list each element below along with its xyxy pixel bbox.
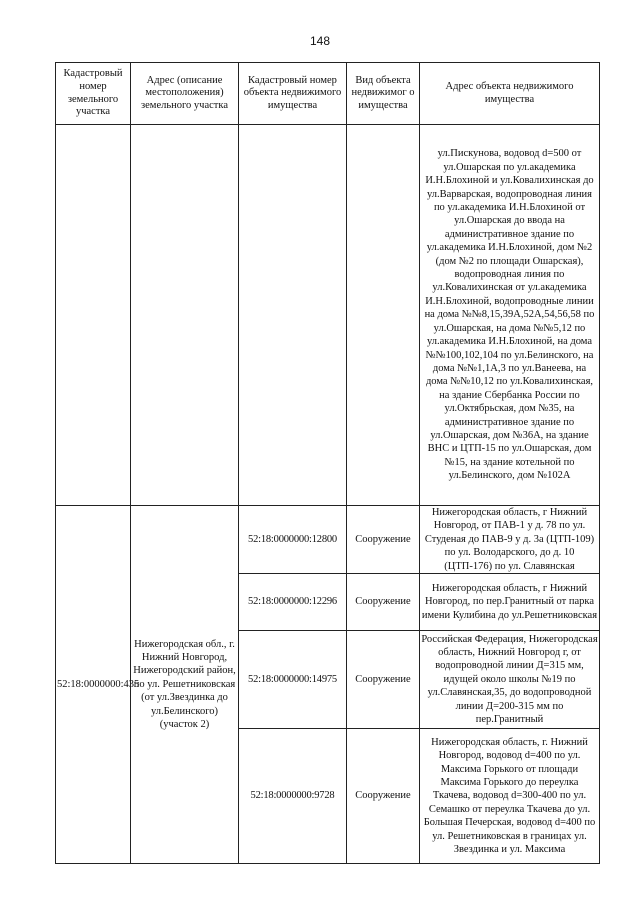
object-type: Сооружение (347, 506, 420, 574)
header-row (56, 63, 600, 125)
object-cadastral-number: 52:18:0000000:12800 (239, 506, 347, 574)
object-address: Нижегородская область, г Нижний Новгород, по пер.Гранитный от парка имени Кулибина до ул.Решетниковская (420, 574, 600, 631)
empty-cell (56, 125, 131, 506)
empty-cell (347, 125, 420, 506)
continuation-row (56, 125, 600, 506)
table-row (56, 506, 600, 574)
property-table (55, 62, 600, 864)
header-land-address: Адрес (описание местоположения) земельного участка (131, 63, 239, 125)
object-cadastral-number: 52:18:0000000:14975 (239, 631, 347, 729)
object-address: Российская Федерация, Нижегородская область, Нижний Новгород г, от водопроводной линии Д=315 мм, идущей около школы №19 по ул.Славянская,35, до водопроводной линии Д=200-315 мм по пер.Гранитный (420, 631, 600, 729)
empty-cell (131, 125, 239, 506)
object-cadastral-number: 52:18:0000000:12296 (239, 574, 347, 631)
object-type: Сооружение (347, 729, 420, 864)
page-number: 148 (309, 34, 331, 48)
empty-cell (239, 125, 347, 506)
header-object-cadastral: Кадастровый номер объекта недвижимого имущества (239, 63, 347, 125)
header-object-address: Адрес объекта недвижимого имущества (420, 63, 600, 125)
continuation-object-address: ул.Пискунова, водовод d=500 от ул.Ошарская по ул.академика И.Н.Блохиной и ул.Ковалихинская до ул.Варварская, водопроводная линия по ул.академика И.Н.Блохиной от ул.Ошарская до ввода на административное здание по ул.академика И.Н.Блохиной, дом №2 (дом №2 по площади Ошарская), водопроводная линия по ул.Ковалихинская от ул.академика И.Н.Блохиной, водопроводные линии на дома №№8,15,39А,52А,54,56,58 по ул.Ошарская, на дома №№5,12 по ул.академика И.Н.Блохиной, на дома №№100,102,104 по ул.Белинского, на дома №№1,1А,3 по ул.Ванеева, на дома №№10,12 по ул.Ковалихинская, на здание Сбербанка России по ул.Октябрьская, дом №35, на административное здание по ул.Ошарская, дом №36А, на здание ВНС и ЦТП-15 по ул.Ошарская, дом №15, на здание котельной по ул.Белинского, дом №102А (420, 125, 600, 506)
object-type: Сооружение (347, 631, 420, 729)
object-address: Нижегородская область, г Нижний Новгород, от ПАВ-1 у д. 78 по ул. Студеная до ПАВ-9 у д. 3а (ЦТП-109) по ул. Володарского, до д. 10 (ЦТП-176) по ул. Славянская (420, 506, 600, 574)
land-cadastral-number: 52:18:0000000:435 (56, 506, 131, 864)
header-object-type: Вид объекта недвижимог о имущества (347, 63, 420, 125)
object-address: Нижегородская область, г. Нижний Новгород, водовод d=400 по ул. Максима Горького от площади Максима Горького до переулка Ткачева, водовод d=300-400 по ул. Семашко от переулка Ткачева до ул. Большая Печерская, водовод d=400 по ул. Решетниковская в границах ул. Звездинка и ул. Максима (420, 729, 600, 864)
land-address: Нижегородская обл., г. Нижний Новгород, Нижегородский район, по ул. Решетниковская (от ул.Звездинка до ул.Белинского) (участок 2) (131, 506, 239, 864)
object-cadastral-number: 52:18:0000000:9728 (239, 729, 347, 864)
header-land-cadastral: Кадастровый номер земельного участка (56, 63, 131, 125)
object-type: Сооружение (347, 574, 420, 631)
